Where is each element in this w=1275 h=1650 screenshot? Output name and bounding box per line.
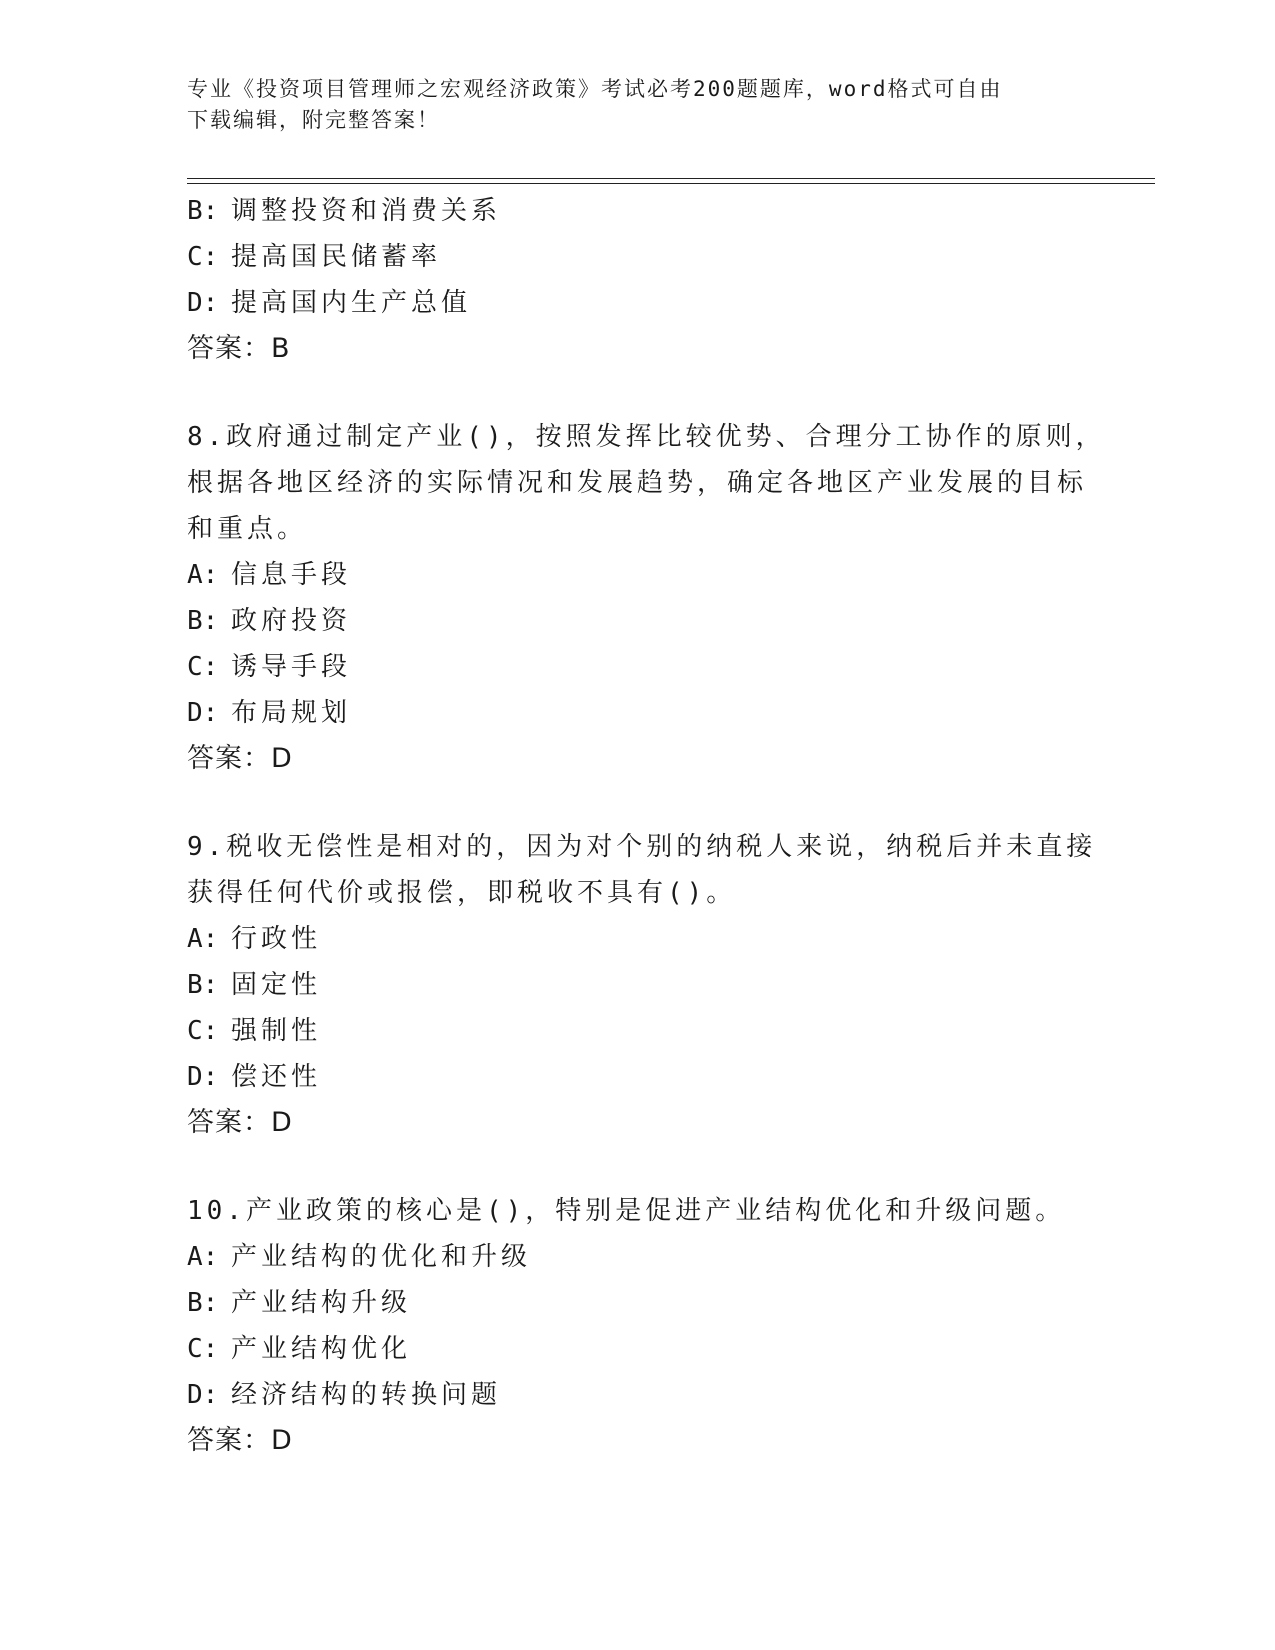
option-d — [187, 1054, 1087, 1100]
option-text: 偿还性 — [231, 1062, 322, 1092]
spacer — [187, 372, 1087, 414]
header-line-1: 专业《投资项目管理师之宏观经济政策》考试必考200题题库，word格式可自由 — [187, 77, 1003, 101]
option-c — [187, 1008, 1087, 1054]
option-b — [187, 188, 1087, 234]
option-label: B: — [187, 606, 219, 636]
document-body — [187, 188, 1106, 1464]
option-b — [187, 598, 1087, 644]
option-d — [187, 280, 1087, 326]
option-d — [187, 1372, 1087, 1418]
option-text: 信息手段 — [231, 560, 352, 590]
option-b — [187, 962, 1087, 1008]
question-7-continuation — [187, 188, 1087, 372]
option-text: 行政性 — [231, 924, 322, 954]
question-8 — [187, 414, 1106, 782]
option-text: 诱导手段 — [231, 652, 352, 682]
option-text: 产业结构的优化和升级 — [231, 1242, 532, 1272]
question-10 — [187, 1188, 1087, 1464]
option-text: 布局规划 — [231, 698, 352, 728]
answer-line: 答案：D — [187, 1107, 293, 1138]
question-9 — [187, 824, 1097, 1146]
option-label: D: — [187, 288, 219, 318]
option-label: B: — [187, 1288, 219, 1318]
question-stem-line: 10.产业政策的核心是()，特别是促进产业结构优化和升级问题。 — [187, 1196, 1066, 1226]
option-label: B: — [187, 196, 219, 226]
option-label: A: — [187, 1242, 219, 1272]
option-label: D: — [187, 698, 219, 728]
option-label: C: — [187, 1016, 219, 1046]
option-c — [187, 1326, 1087, 1372]
option-c — [187, 644, 1087, 690]
answer-line: 答案：D — [187, 1425, 293, 1456]
option-label: A: — [187, 924, 219, 954]
header-divider-bottom — [187, 183, 1155, 184]
question-stem-line: 9.税收无偿性是相对的，因为对个别的纳税人来说，纳税后并未直接 — [187, 832, 1097, 862]
option-label: A: — [187, 560, 219, 590]
option-b — [187, 1280, 1087, 1326]
answer-line: 答案：D — [187, 743, 293, 774]
option-text: 固定性 — [231, 970, 322, 1000]
answer-line: 答案：B — [187, 333, 291, 364]
option-a — [187, 1234, 1087, 1280]
option-c — [187, 234, 1087, 280]
option-label: D: — [187, 1380, 219, 1410]
option-label: C: — [187, 242, 219, 272]
option-text: 强制性 — [231, 1016, 322, 1046]
option-text: 产业结构优化 — [231, 1334, 412, 1364]
option-text: 提高国民储蓄率 — [231, 242, 442, 272]
question-stem-line: 和重点。 — [187, 514, 308, 544]
document-header — [187, 74, 1067, 136]
option-a — [187, 552, 1087, 598]
option-text: 经济结构的转换问题 — [231, 1380, 502, 1410]
question-stem-line: 8.政府通过制定产业()，按照发挥比较优势、合理分工协作的原则， — [187, 422, 1106, 452]
option-text: 政府投资 — [231, 606, 352, 636]
question-stem-line: 根据各地区经济的实际情况和发展趋势，确定各地区产业发展的目标 — [187, 468, 1088, 498]
header-line-2: 下载编辑，附完整答案！ — [187, 108, 440, 132]
option-d — [187, 690, 1087, 736]
option-label: B: — [187, 970, 219, 1000]
header-divider-top — [187, 178, 1155, 179]
option-text: 提高国内生产总值 — [231, 288, 472, 318]
spacer — [187, 782, 1087, 824]
option-label: C: — [187, 1334, 219, 1364]
option-label: C: — [187, 652, 219, 682]
spacer — [187, 1146, 1087, 1188]
option-label: D: — [187, 1062, 219, 1092]
question-stem-line: 获得任何代价或报偿，即税收不具有()。 — [187, 878, 737, 908]
option-text: 产业结构升级 — [231, 1288, 412, 1318]
option-text: 调整投资和消费关系 — [231, 196, 502, 226]
option-a — [187, 916, 1087, 962]
